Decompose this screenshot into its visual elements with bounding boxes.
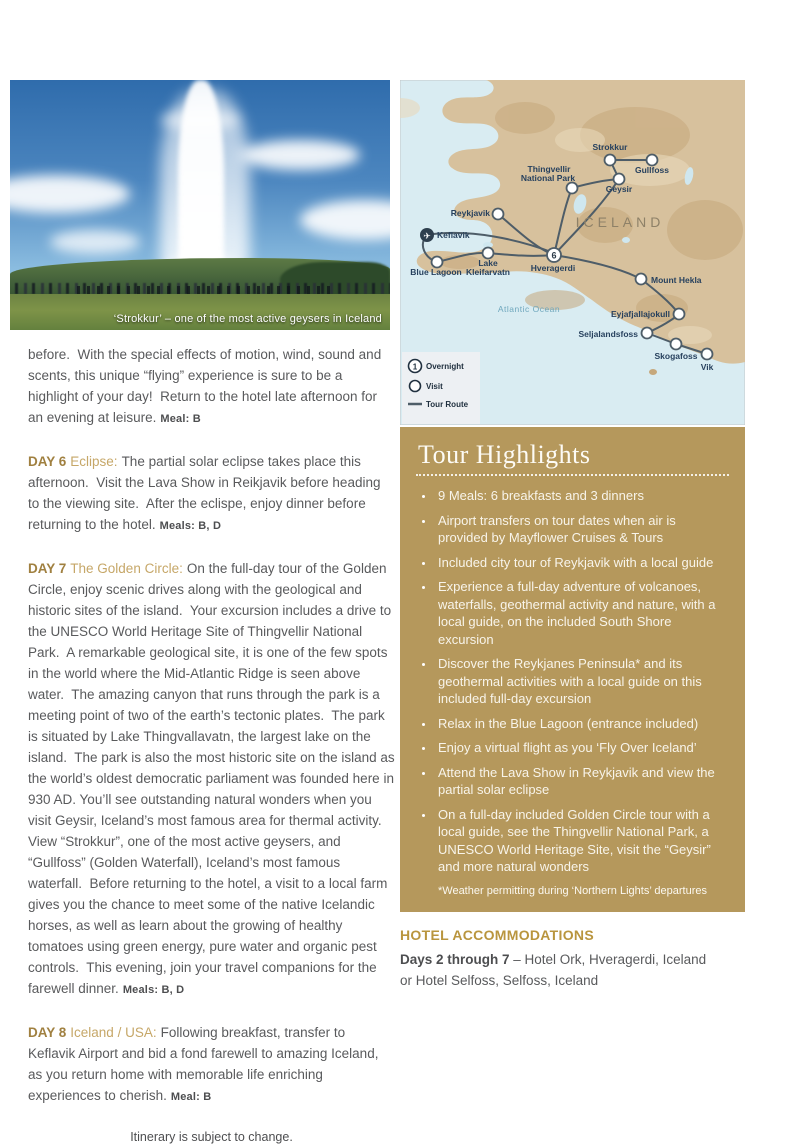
photo-caption: ‘Strokkur’ – one of the most active geysers in Iceland [113, 313, 382, 325]
hotel-name-1: – Hotel Ork, Hveragerdi, Iceland [509, 952, 707, 967]
day-label: DAY 6 [28, 454, 67, 469]
map-label-eyjafjallajokull: Eyjafjallajokull [610, 309, 670, 319]
day-title: The Golden Circle: [70, 561, 183, 576]
map-label-gullfoss: Gullfoss [634, 165, 670, 175]
visit-legend-icon [410, 381, 421, 392]
tour-highlight-item: • Enjoy a virtual flight as you ‘Fly Over Iceland’ [435, 739, 729, 757]
itinerary-disclaimer: Itinerary is subject to change. [130, 1130, 293, 1144]
map-svg [400, 80, 745, 425]
paragraph-body: On the full-day tour of the Golden Circle, enjoy scenic drives along with the geological and historic sites of the island. Your excursion includes a drive to the UNESCO World Heritage Site of Thingvellir National Park. A remarkable geological site, it is one of the few spots in the world where the Mid-Atlantic Ridge is seen above water. The amazing canyon that runs through the park is a meeting point of two of the earth’s tectonic plates. The park is situated by Lake Thingvallavatn, the largest lake on the island. The park is also the most historic site on the island as the world’s oldest democratic parliament was founded here in 930 AD. You’ll see outstanding natural wonders when you visit Geysir, Iceland’s most famous area for thermal activity. View “Strokkur”, one of the most active geysers, and “Gullfoss” (Golden Waterfall), Iceland’s most famous waterfall. Before returning to the hotel, a visit to a local farm gives you the chance to meet some of the native Icelandic horses, as well as learn about the growing of healthy tomatoes using green energy, pure water and organic pest controls. This evening, join your travel companions for the farewell dinner. [28, 561, 399, 996]
airport-icon [420, 228, 434, 242]
meals-note: Meals: B, D [122, 984, 185, 996]
marker-geysir [614, 174, 625, 185]
tour-highlight-item: • Included city tour of Reykjavik with a local guide [435, 554, 729, 572]
map-label-geysir: Geysir [605, 184, 633, 194]
legend-overnight-label: Overnight [426, 362, 464, 371]
marker-reykjavik [493, 209, 504, 220]
tour-highlight-item: • Discover the Reykjanes Peninsula* and its geothermal activities with a local guide on this included full-day excursion [435, 655, 729, 708]
hotel-line-2: or Hotel Selfoss, Selfoss, Iceland [400, 973, 599, 988]
paragraph-body: The partial solar eclipse takes place this afternoon. Visit the Lava Show in Reikjavik before heading to the viewing site. After the eclispe, enjoy dinner before returning to the hotel. [28, 454, 385, 532]
day-label: DAY 7 [28, 561, 67, 576]
svg-text:6: 6 [551, 250, 557, 261]
map-label-strokkur: Strokkur [592, 142, 628, 152]
meals-note: Meal: B [170, 1091, 212, 1103]
meals-note: Meals: B, D [159, 520, 222, 532]
map-label-lake-1: Lake [478, 258, 498, 268]
marker-skogafoss [671, 339, 682, 350]
marker-thingvellir [567, 183, 578, 194]
tour-highlight-item: • Relax in the Blue Lagoon (entrance included) [435, 715, 729, 733]
itinerary-column [28, 344, 399, 1148]
tour-highlight-item: • Attend the Lava Show in Reykjavik and view the partial solar eclipse [435, 764, 729, 799]
cloud-shape [10, 175, 130, 213]
map-label-keflavik: Keflavik [437, 230, 470, 240]
marker-vik [702, 349, 713, 360]
tour-highlight-item: • On a full-day included Golden Circle tour with a local guide, see the Thingvellir National Park, a UNESCO World Heritage Site, visit the “Geysir” and more natural wonders [435, 806, 729, 876]
hotel-accommodations [400, 925, 745, 991]
marker-seljalandsfoss [642, 328, 653, 339]
map-label-seljalandsfoss: Seljalandsfoss [578, 329, 638, 339]
day-label: DAY 8 [28, 1025, 67, 1040]
marker-strokkur [605, 155, 616, 166]
map-label-vik: Vik [700, 362, 714, 372]
tour-highlights-title: Tour Highlights [418, 440, 591, 469]
tour-highlights-list [416, 487, 729, 876]
marker-blue-lagoon [432, 257, 443, 268]
marker-lake-kleifarvatn [483, 248, 494, 259]
hotel-line-1 [400, 949, 745, 970]
day-title: Iceland / USA: [70, 1025, 157, 1040]
map-label-atlantic-ocean: Atlantic Ocean [497, 304, 561, 314]
marker-eyjafjallajokull [674, 309, 685, 320]
itinerary-day-8 [28, 1022, 395, 1108]
iceland-tour-map [400, 80, 745, 425]
legend-visit-label: Visit [426, 382, 443, 391]
tour-highlight-item: • Experience a full-day adventure of volcanoes, waterfalls, geothermal activity and nature, with a local guide, on the included South Shore excursion [435, 578, 729, 648]
svg-text:✈: ✈ [423, 231, 431, 241]
cloud-shape [240, 140, 360, 170]
map-label-lake-2: Kleifarvatn [466, 267, 510, 277]
map-label-iceland: ICELAND [575, 214, 665, 230]
weather-footnote: *Weather permitting during ‘Northern Lights’ departures [437, 884, 708, 897]
map-label-thingvellir-2: National Park [520, 173, 576, 183]
itinerary-paragraph [28, 344, 395, 430]
paragraph-body: before. With the special effects of motion, wind, sound and scents, this unique “flying” experience is sure to be a highlight of your day! Return to the hotel late afternoon for an evening at leisure. [28, 347, 385, 425]
dotted-divider [416, 474, 729, 476]
hotel-days-range: Days 2 through 7 [400, 952, 510, 967]
geyser-photo [10, 80, 390, 330]
tour-highlights-box [400, 427, 745, 912]
map-label-mount-hekla: Mount Hekla [651, 275, 702, 285]
map-legend [402, 352, 480, 424]
map-label-skogafoss: Skogafoss [654, 351, 698, 361]
itinerary-day-7 [28, 558, 399, 1001]
svg-text:1: 1 [412, 362, 418, 372]
cloud-shape [300, 200, 390, 240]
itinerary-day-6 [28, 451, 395, 537]
map-island [649, 369, 657, 375]
map-label-hveragerdi: Hveragerdi [530, 263, 576, 273]
cloud-shape [50, 230, 140, 254]
marker-gullfoss [647, 155, 658, 166]
legend-tour-route-label: Tour Route [426, 400, 469, 409]
hotel-heading: HOTEL ACCOMMODATIONS [400, 927, 594, 943]
overnight-marker-hveragerdi [547, 248, 561, 262]
day-title: Eclipse: [70, 454, 118, 469]
map-label-blue-lagoon: Blue Lagoon [410, 267, 462, 277]
marker-mount-hekla [636, 274, 647, 285]
paragraph-body: Following breakfast, transfer to Keflavik Airport and bid a fond farewell to amazing Iceland, as you return home with memorable life enriching experiences to cherish. [28, 1025, 383, 1103]
tour-highlight-item: • 9 Meals: 6 breakfasts and 3 dinners [435, 487, 729, 505]
map-label-reykjavik: Reykjavik [450, 208, 490, 218]
tour-highlight-item: • Airport transfers on tour dates when air is provided by Mayflower Cruises & Tours [435, 512, 729, 547]
map-label-thingvellir-1: Thingvellir [527, 164, 571, 174]
meals-note: Meal: B [160, 413, 201, 425]
